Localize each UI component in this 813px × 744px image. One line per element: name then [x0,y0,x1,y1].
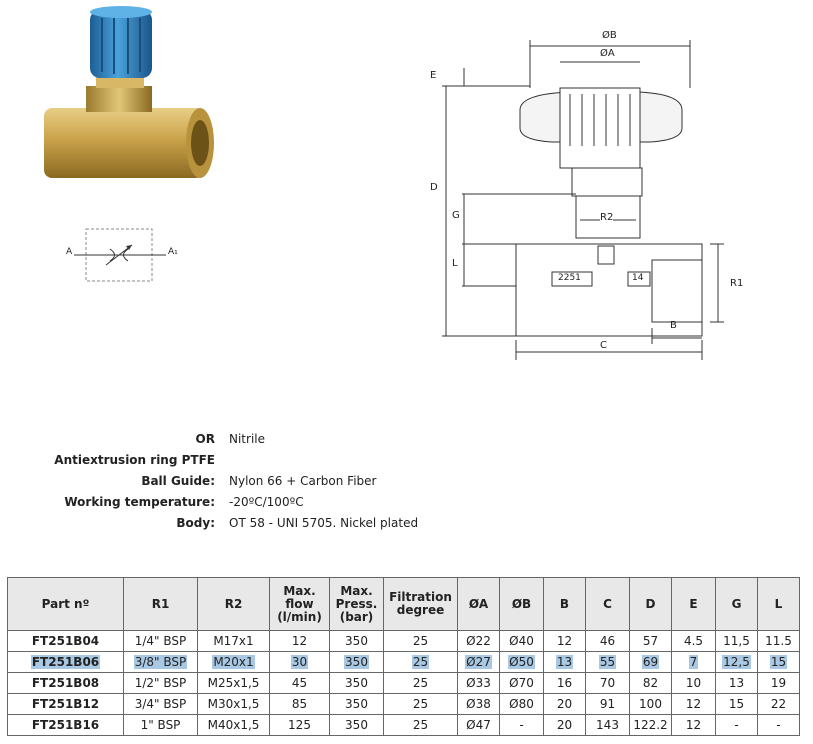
cell-text: 143 [596,718,619,732]
table-cell [458,694,500,715]
spec-label: Working temperature: [64,495,215,509]
table-cell [500,631,544,652]
dim-e-label: E [430,70,437,81]
cell-text: 10 [685,676,702,690]
cell-text: Ø47 [466,718,491,732]
table-cell [330,694,384,715]
cell-text: 15 [770,655,787,669]
table-cell [630,694,672,715]
spec-value: OT 58 - UNI 5705. Nickel plated [229,516,419,530]
cell-text: 45 [291,676,308,690]
cell-text: 25 [412,697,429,711]
symbol-port-a1: A₁ [168,247,178,257]
header-cell: Max. flow (l/min) [270,578,330,631]
dim-a-top-label: ØA [600,48,615,59]
cell-text: Ø80 [509,697,534,711]
cell-text: Ø70 [509,676,534,690]
dim-c-label: C [600,340,607,351]
flow-control-symbol [66,225,196,285]
table-cell [630,715,672,736]
spec-label: Body: [176,516,215,530]
cell-text: FT251B06 [31,655,100,669]
dim-l-label: L [452,258,458,269]
spec-value: Nylon 66 + Carbon Fiber [229,474,377,488]
cell-text: - [734,718,739,732]
cell-text: 16 [556,676,573,690]
cell-text: 11,5 [723,634,750,648]
table-cell [544,673,586,694]
table-cell [270,631,330,652]
dim-r1-label: R1 [730,278,744,289]
dim-g-label: G [452,210,460,221]
cell-text: - [519,718,524,732]
header-cell: R2 [198,578,270,631]
table-cell [198,652,270,673]
cell-text: 1/2" BSP [134,676,187,690]
header-cell: G [716,578,758,631]
part-number-cell [8,673,124,694]
table-header-row [8,578,800,631]
table-cell [758,631,800,652]
table-cell [586,715,630,736]
header-cell: L [758,578,800,631]
table-cell [758,694,800,715]
cell-text: 22 [770,697,787,711]
table-cell [330,631,384,652]
cell-text: 100 [639,697,662,711]
cell-text: 25 [412,634,429,648]
table-cell [198,673,270,694]
table-cell [630,673,672,694]
cell-text: Ø38 [466,697,491,711]
table-cell [500,715,544,736]
table-cell [384,715,458,736]
cell-text: 350 [345,697,368,711]
spec-row-body [0,516,813,537]
cell-text: 12,5 [723,655,750,669]
table-cell [330,673,384,694]
table-cell [458,715,500,736]
part-number-cell [8,694,124,715]
cell-text: - [776,718,781,732]
table-cell [458,652,500,673]
part-number-cell [8,715,124,736]
cell-text: 11.5 [765,634,792,648]
table-cell [198,715,270,736]
spec-row-ball-guide [0,474,813,495]
header-cell: C [586,578,630,631]
part-number-cell [8,631,124,652]
table-cell [672,631,716,652]
table-cell [124,694,198,715]
cell-text: FT251B12 [31,697,100,711]
cell-text: 25 [412,655,429,669]
cell-text: 125 [288,718,311,732]
table-cell [124,652,198,673]
cell-text: 91 [599,697,616,711]
table-cell [458,673,500,694]
table-row [8,673,800,694]
table-cell [270,673,330,694]
table-cell [384,631,458,652]
table-row [8,694,800,715]
cell-text: 1" BSP [140,718,181,732]
cell-text: Ø22 [466,634,491,648]
cell-text: 55 [599,655,616,669]
table-cell [270,652,330,673]
table-cell [270,694,330,715]
cell-text: Ø40 [509,634,534,648]
table-cell [630,652,672,673]
cell-text: 350 [345,676,368,690]
technical-drawing [420,28,760,368]
table-cell [500,673,544,694]
cell-text: 70 [599,676,616,690]
table-cell [384,694,458,715]
cell-text: 350 [345,655,368,669]
table-cell [758,673,800,694]
cell-text: M25x1,5 [207,676,260,690]
table-cell [630,631,672,652]
table-cell [586,694,630,715]
table-cell [458,631,500,652]
spec-row-or [0,432,813,453]
cell-text: 12 [556,634,573,648]
symbol-port-a: A [66,247,73,257]
table-cell [384,673,458,694]
table-cell [716,694,758,715]
cell-text: 85 [291,697,308,711]
header-cell: B [544,578,586,631]
cell-text: 12 [685,718,702,732]
cell-text: FT251B04 [31,634,100,648]
spec-row-antiextrusion [0,453,813,474]
header-cell: Part nº [8,578,124,631]
cell-text: 19 [770,676,787,690]
header-cell: ØA [458,578,500,631]
spec-value: -20ºC/100ºC [229,495,304,509]
table-cell [544,631,586,652]
spec-label: Ball Guide: [141,474,215,488]
table-cell [716,652,758,673]
table-cell [544,715,586,736]
cell-text: 57 [642,634,659,648]
body-mark-1: 2251 [558,273,581,283]
cell-text: 1/4" BSP [134,634,187,648]
table-cell [198,631,270,652]
cell-text: M40x1,5 [207,718,260,732]
dimensions-table [7,577,800,736]
table-cell [500,694,544,715]
cell-text: 20 [556,718,573,732]
table-cell [270,715,330,736]
dim-b-top-label: ØB [602,30,617,41]
table-row [8,652,800,673]
cell-text: 3/8" BSP [134,655,187,669]
table-cell [758,652,800,673]
cell-text: 46 [599,634,616,648]
spec-value: Nitrile [229,432,265,446]
cell-text: 82 [642,676,659,690]
table-cell [198,694,270,715]
table-cell [672,694,716,715]
table-cell [716,715,758,736]
cell-text: 69 [642,655,659,669]
table-cell [124,673,198,694]
header-cell: D [630,578,672,631]
cell-text: 7 [689,655,698,669]
cell-text: 13 [728,676,745,690]
table-cell [330,715,384,736]
spec-row-working-temperature [0,495,813,516]
table-cell [124,631,198,652]
table-row [8,631,800,652]
table-cell [586,631,630,652]
cell-text: FT251B16 [31,718,100,732]
table-cell [384,652,458,673]
table-cell [586,652,630,673]
table-cell [500,652,544,673]
header-cell: Max. Press. (bar) [330,578,384,631]
table-cell [586,673,630,694]
header-cell: E [672,578,716,631]
table-cell [124,715,198,736]
product-photo [22,4,222,196]
cell-text: 25 [412,676,429,690]
cell-text: 3/4" BSP [134,697,187,711]
cell-text: 13 [556,655,573,669]
dim-r2-label: R2 [600,212,614,223]
cell-text: 4.5 [683,634,704,648]
header-cell: Filtration degree [384,578,458,631]
cell-text: 25 [412,718,429,732]
table-cell [544,694,586,715]
spec-label: Antiextrusion ring PTFE [54,453,215,467]
table-cell [544,652,586,673]
cell-text: Ø50 [509,655,534,669]
table-cell [330,652,384,673]
cell-text: 12 [291,634,308,648]
cell-text: Ø33 [466,676,491,690]
cell-text: 122.2 [633,718,668,732]
table-cell [758,715,800,736]
part-number-cell [8,652,124,673]
dim-d-label: D [430,182,438,193]
table-row [8,715,800,736]
cell-text: 15 [728,697,745,711]
dim-b-label: B [670,320,677,331]
header-cell: ØB [500,578,544,631]
cell-text: 350 [345,634,368,648]
spec-label: OR [195,432,215,446]
cell-text: M30x1,5 [207,697,260,711]
table-cell [716,673,758,694]
body-mark-2: 14 [632,273,644,283]
cell-text: FT251B08 [31,676,100,690]
cell-text: Ø27 [466,655,491,669]
cell-text: M17x1 [213,634,254,648]
header-cell: R1 [124,578,198,631]
table-cell [716,631,758,652]
table-cell [672,715,716,736]
table-cell [672,652,716,673]
cell-text: 350 [345,718,368,732]
cell-text: M20x1 [213,655,254,669]
table-cell [672,673,716,694]
cell-text: 20 [556,697,573,711]
cell-text: 12 [685,697,702,711]
cell-text: 30 [291,655,308,669]
